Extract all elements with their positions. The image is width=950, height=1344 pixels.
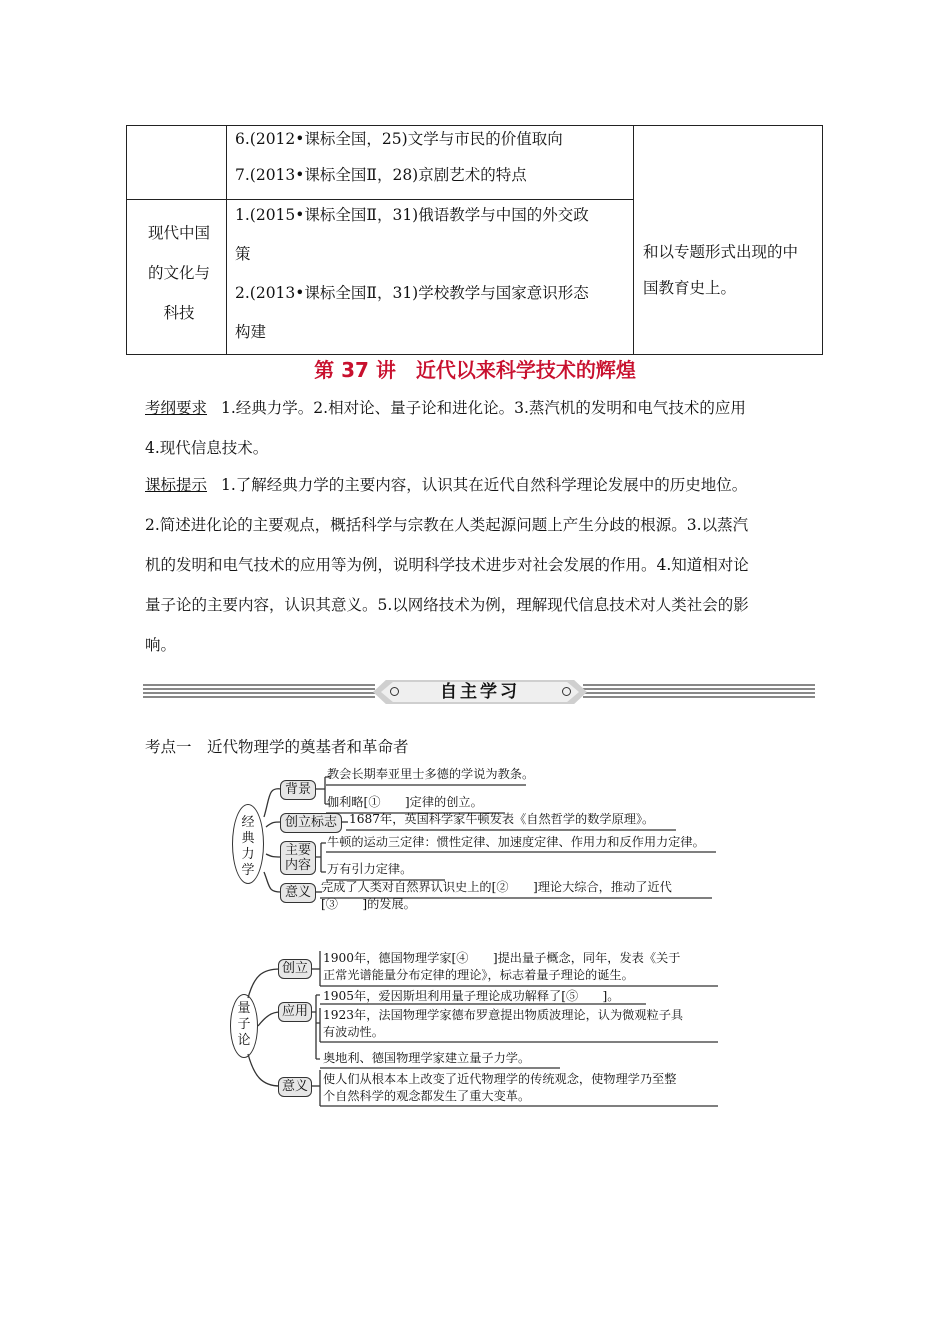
branch-background: 背景: [280, 780, 316, 800]
table-divider: [226, 126, 227, 354]
founding-text-2: 正常光谱能量分布定律的理论》，标志着量子理论的诞生。: [323, 968, 634, 982]
application-text-1: 1905年，爱因斯坦利用量子理论成功解释了[⑤ ]。: [323, 989, 620, 1003]
significance-text-1: 完成了人类对自然界认识史上的[② ]理论大综合，推动了近代: [321, 880, 672, 894]
branch-content: 主要 内容: [280, 841, 316, 875]
content-text-1: 牛顿的运动三定律：惯性定律、加速度定律、作用力和反作用力定律。: [327, 835, 705, 849]
background-text-2: 伽利略[① ]定律的创立。: [327, 795, 483, 809]
significance-text-2: 个自然科学的观念都发生了重大变革。: [323, 1089, 531, 1103]
curriculum-table: [126, 125, 823, 355]
outline-label: 考纲要求: [145, 399, 208, 417]
table-cell-topics-2: 1.(2015•课标全国Ⅱ，31)俄语教学与中国的外交政 策 2.(2013•课标全国Ⅱ，31)学校教学与国家意识形态 构建: [235, 206, 589, 341]
table-cell-note: 和以专题形式出现的中 国教育史上。: [643, 243, 799, 297]
root-node-classical-mechanics: 经 典 力 学: [232, 804, 264, 884]
branch-significance: 意义: [280, 883, 316, 903]
outline-requirements: 考纲要求 1.经典力学。2.相对论、量子论和进化论。3.蒸汽机的发明和电气技术的应用 4.现代信息技术。: [145, 399, 746, 457]
curriculum-hints: 课标提示 1.了解经典力学的主要内容，认识其在近代自然科学理论发展中的历史地位。 2.简述进化论的主要观点，概括科学与宗教在人类起源问题上产生分歧的根源。3.以蒸汽 机的发明和电气技术的应用等为例，说明科学技术进步对社会发展的作用。4.知道相对论 量子论的主要内容，认识其意义。5.以网络技术为例，理解现代信息技术对人类社会的影 响。: [145, 476, 749, 654]
lesson-title: 第 37 讲 近代以来科学技术的辉煌: [314, 358, 636, 382]
section-heading: 考点一 近代物理学的奠基者和革命者: [145, 738, 409, 756]
application-text-4: 奥地利、德国物理学家建立量子力学。: [323, 1051, 531, 1065]
section-banner: [143, 680, 815, 704]
application-text-3: 有波动性。: [323, 1025, 384, 1039]
application-text-2: 1923年，法国物理学家德布罗意提出物质波理论，认为微观粒子具: [323, 1008, 684, 1022]
table-cell-topics-1: 6.(2012•课标全国，25)文学与市民的价值取向 7.(2013•课标全国Ⅱ，28)京剧艺术的特点: [235, 130, 563, 184]
branch-application: 应用: [278, 1002, 312, 1022]
branch-significance: 意义: [278, 1077, 312, 1097]
branch-founding: 创立: [278, 959, 312, 979]
quantum-theory-diagram: [228, 946, 728, 1116]
content-text-2: 万有引力定律。: [327, 862, 413, 876]
significance-text-1: 使人们从根本本上改变了近代物理学的传统观念，使物理学乃至整: [323, 1072, 677, 1086]
significance-text-2: [③ ]的发展。: [321, 897, 416, 911]
branch-founding: 创立标志: [280, 813, 342, 833]
root-node-quantum-theory: 量 子 论: [230, 994, 258, 1058]
banner-stripes: [143, 684, 375, 700]
table-cell-era: 现代中国 的文化与 科技: [147, 224, 210, 322]
founding-text-1: 1900年，德国物理学家[④ ]提出量子概念，同年，发表《关于: [323, 951, 681, 965]
classical-mechanics-diagram: [228, 762, 728, 922]
founding-text: 1687年，英国科学家牛顿发表《自然哲学的数学原理》。: [349, 812, 655, 826]
hints-label: 课标提示: [145, 476, 208, 494]
banner-stripes: [583, 684, 815, 700]
banner-title: 自主学习: [440, 682, 520, 702]
background-text-1: 教会长期奉亚里士多德的学说为教条。: [327, 767, 535, 781]
table-divider: [633, 126, 634, 354]
